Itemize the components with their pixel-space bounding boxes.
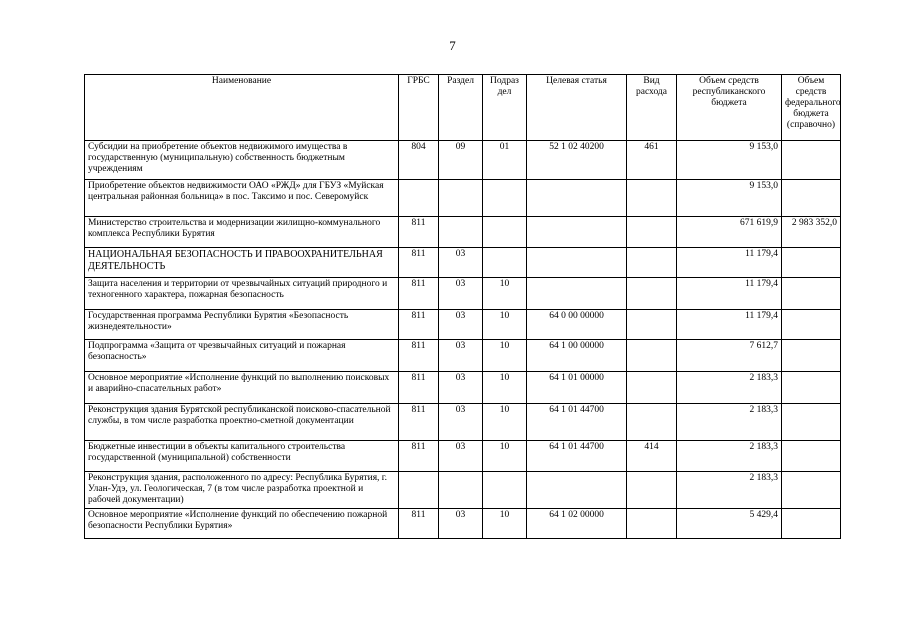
row-vid xyxy=(627,180,677,217)
table-row xyxy=(85,310,841,340)
row-grbs: 811 xyxy=(399,278,439,310)
row-fed-amount xyxy=(782,472,841,509)
row-grbs: 811 xyxy=(399,441,439,472)
row-podrazdel: 10 xyxy=(483,509,527,539)
row-resp-amount: 2 183,3 xyxy=(677,441,782,472)
row-resp-amount: 9 153,0 xyxy=(677,141,782,180)
row-podrazdel: 10 xyxy=(483,372,527,404)
table-row xyxy=(85,372,841,404)
row-fed-amount xyxy=(782,141,841,180)
row-razdel: 03 xyxy=(439,340,483,372)
row-name: Подпрограмма «Защита от чрезвычайных ситуаций и пожарная безопасность» xyxy=(85,340,399,372)
row-vid: 414 xyxy=(627,441,677,472)
row-statya: 64 1 01 44700 xyxy=(527,441,627,472)
page-number: 7 xyxy=(449,38,456,53)
row-name: Субсидии на приобретение объектов недвижимого имущества в государственную (муниципальную) собственность бюджетным учреждениям xyxy=(85,141,399,180)
row-vid: 461 xyxy=(627,141,677,180)
row-resp-amount: 2 183,3 xyxy=(677,404,782,441)
row-razdel xyxy=(439,472,483,509)
row-razdel xyxy=(439,180,483,217)
col-header-resp: Объем средств республиканского бюджета xyxy=(677,75,782,141)
table-row xyxy=(85,141,841,180)
row-resp-amount: 2 183,3 xyxy=(677,372,782,404)
row-grbs: 811 xyxy=(399,248,439,278)
row-fed-amount xyxy=(782,509,841,539)
row-grbs: 811 xyxy=(399,310,439,340)
row-razdel: 03 xyxy=(439,509,483,539)
row-podrazdel xyxy=(483,248,527,278)
row-fed-amount: 2 983 352,0 xyxy=(782,217,841,248)
col-header-name: Наименование xyxy=(85,75,399,141)
row-fed-amount xyxy=(782,372,841,404)
row-podrazdel: 10 xyxy=(483,310,527,340)
row-razdel: 03 xyxy=(439,278,483,310)
table-row xyxy=(85,404,841,441)
budget-table xyxy=(84,74,841,539)
row-vid xyxy=(627,404,677,441)
table-row xyxy=(85,248,841,278)
row-name: Приобретение объектов недвижимости ОАО «РЖД» для ГБУЗ «Муйская центральная районная больница» в пос. Таксимо и пос. Северомуйск xyxy=(85,180,399,217)
row-statya xyxy=(527,180,627,217)
row-grbs: 804 xyxy=(399,141,439,180)
table-row xyxy=(85,472,841,509)
row-vid xyxy=(627,340,677,372)
row-resp-amount: 11 179,4 xyxy=(677,248,782,278)
row-fed-amount xyxy=(782,310,841,340)
row-resp-amount: 9 153,0 xyxy=(677,180,782,217)
row-statya xyxy=(527,217,627,248)
row-razdel: 03 xyxy=(439,372,483,404)
row-fed-amount xyxy=(782,404,841,441)
row-statya xyxy=(527,472,627,509)
row-fed-amount xyxy=(782,278,841,310)
row-name: Реконструкция здания, расположенного по адресу: Республика Бурятия, г. Улан-Удэ, ул. Геологическая, 7 (в том числе разработка проектной и рабочей документации) xyxy=(85,472,399,509)
row-grbs: 811 xyxy=(399,217,439,248)
row-vid xyxy=(627,372,677,404)
row-fed-amount xyxy=(782,340,841,372)
row-grbs: 811 xyxy=(399,340,439,372)
row-statya xyxy=(527,248,627,278)
row-statya: 64 0 00 00000 xyxy=(527,310,627,340)
row-fed-amount xyxy=(782,441,841,472)
row-razdel: 03 xyxy=(439,310,483,340)
row-name: Реконструкция здания Бурятской республиканской поисково-спасательной службы, в том числе разработка проектно-сметной документации xyxy=(85,404,399,441)
row-podrazdel: 10 xyxy=(483,278,527,310)
row-podrazdel: 01 xyxy=(483,141,527,180)
row-razdel: 03 xyxy=(439,441,483,472)
row-razdel: 09 xyxy=(439,141,483,180)
table-row xyxy=(85,509,841,539)
row-name: Государственная программа Республики Бурятия «Безопасность жизнедеятельности» xyxy=(85,310,399,340)
row-vid xyxy=(627,248,677,278)
row-podrazdel xyxy=(483,180,527,217)
row-statya: 64 1 01 44700 xyxy=(527,404,627,441)
row-razdel xyxy=(439,217,483,248)
row-grbs xyxy=(399,472,439,509)
row-podrazdel: 10 xyxy=(483,404,527,441)
row-vid xyxy=(627,472,677,509)
row-vid xyxy=(627,278,677,310)
row-resp-amount: 5 429,4 xyxy=(677,509,782,539)
row-name: НАЦИОНАЛЬНАЯ БЕЗОПАСНОСТЬ И ПРАВООХРАНИТЕЛЬНАЯ ДЕЯТЕЛЬНОСТЬ xyxy=(85,248,399,278)
row-statya xyxy=(527,278,627,310)
table-row xyxy=(85,180,841,217)
row-vid xyxy=(627,509,677,539)
row-fed-amount xyxy=(782,180,841,217)
col-header-statya: Целевая статья xyxy=(527,75,627,141)
table-body xyxy=(85,141,841,539)
row-statya: 52 1 02 40200 xyxy=(527,141,627,180)
row-resp-amount: 671 619,9 xyxy=(677,217,782,248)
table-row xyxy=(85,278,841,310)
row-name: Основное мероприятие «Исполнение функций по выполнению поисковых и аварийно-спасательных работ» xyxy=(85,372,399,404)
row-statya: 64 1 02 00000 xyxy=(527,509,627,539)
row-vid xyxy=(627,310,677,340)
row-statya: 64 1 01 00000 xyxy=(527,372,627,404)
table-row xyxy=(85,217,841,248)
table-row xyxy=(85,441,841,472)
row-resp-amount: 2 183,3 xyxy=(677,472,782,509)
row-podrazdel: 10 xyxy=(483,340,527,372)
col-header-fed: Объем средств федерального бюджета (справочно) xyxy=(782,75,841,141)
col-header-podrazdel: Подраз дел xyxy=(483,75,527,141)
row-podrazdel: 10 xyxy=(483,441,527,472)
row-statya: 64 1 00 00000 xyxy=(527,340,627,372)
row-vid xyxy=(627,217,677,248)
row-grbs: 811 xyxy=(399,372,439,404)
row-resp-amount: 11 179,4 xyxy=(677,278,782,310)
col-header-grbs: ГРБС xyxy=(399,75,439,141)
table-header-row xyxy=(85,75,841,141)
row-resp-amount: 11 179,4 xyxy=(677,310,782,340)
col-header-vid: Вид расхода xyxy=(627,75,677,141)
table-row xyxy=(85,340,841,372)
row-name: Бюджетные инвестиции в объекты капитального строительства государственной (муниципальной) собственности xyxy=(85,441,399,472)
col-header-razdel: Раздел xyxy=(439,75,483,141)
row-grbs xyxy=(399,180,439,217)
row-resp-amount: 7 612,7 xyxy=(677,340,782,372)
row-name: Защита населения и территории от чрезвычайных ситуаций природного и техногенного характера, пожарная безопасность xyxy=(85,278,399,310)
row-name: Основное мероприятие «Исполнение функций по обеспечению пожарной безопасности Республики Бурятия» xyxy=(85,509,399,539)
row-grbs: 811 xyxy=(399,509,439,539)
row-name: Министерство строительства и модернизации жилищно-коммунального комплекса Республики Бурятия xyxy=(85,217,399,248)
row-podrazdel xyxy=(483,472,527,509)
row-grbs: 811 xyxy=(399,404,439,441)
row-razdel: 03 xyxy=(439,404,483,441)
row-podrazdel xyxy=(483,217,527,248)
row-fed-amount xyxy=(782,248,841,278)
row-razdel: 03 xyxy=(439,248,483,278)
